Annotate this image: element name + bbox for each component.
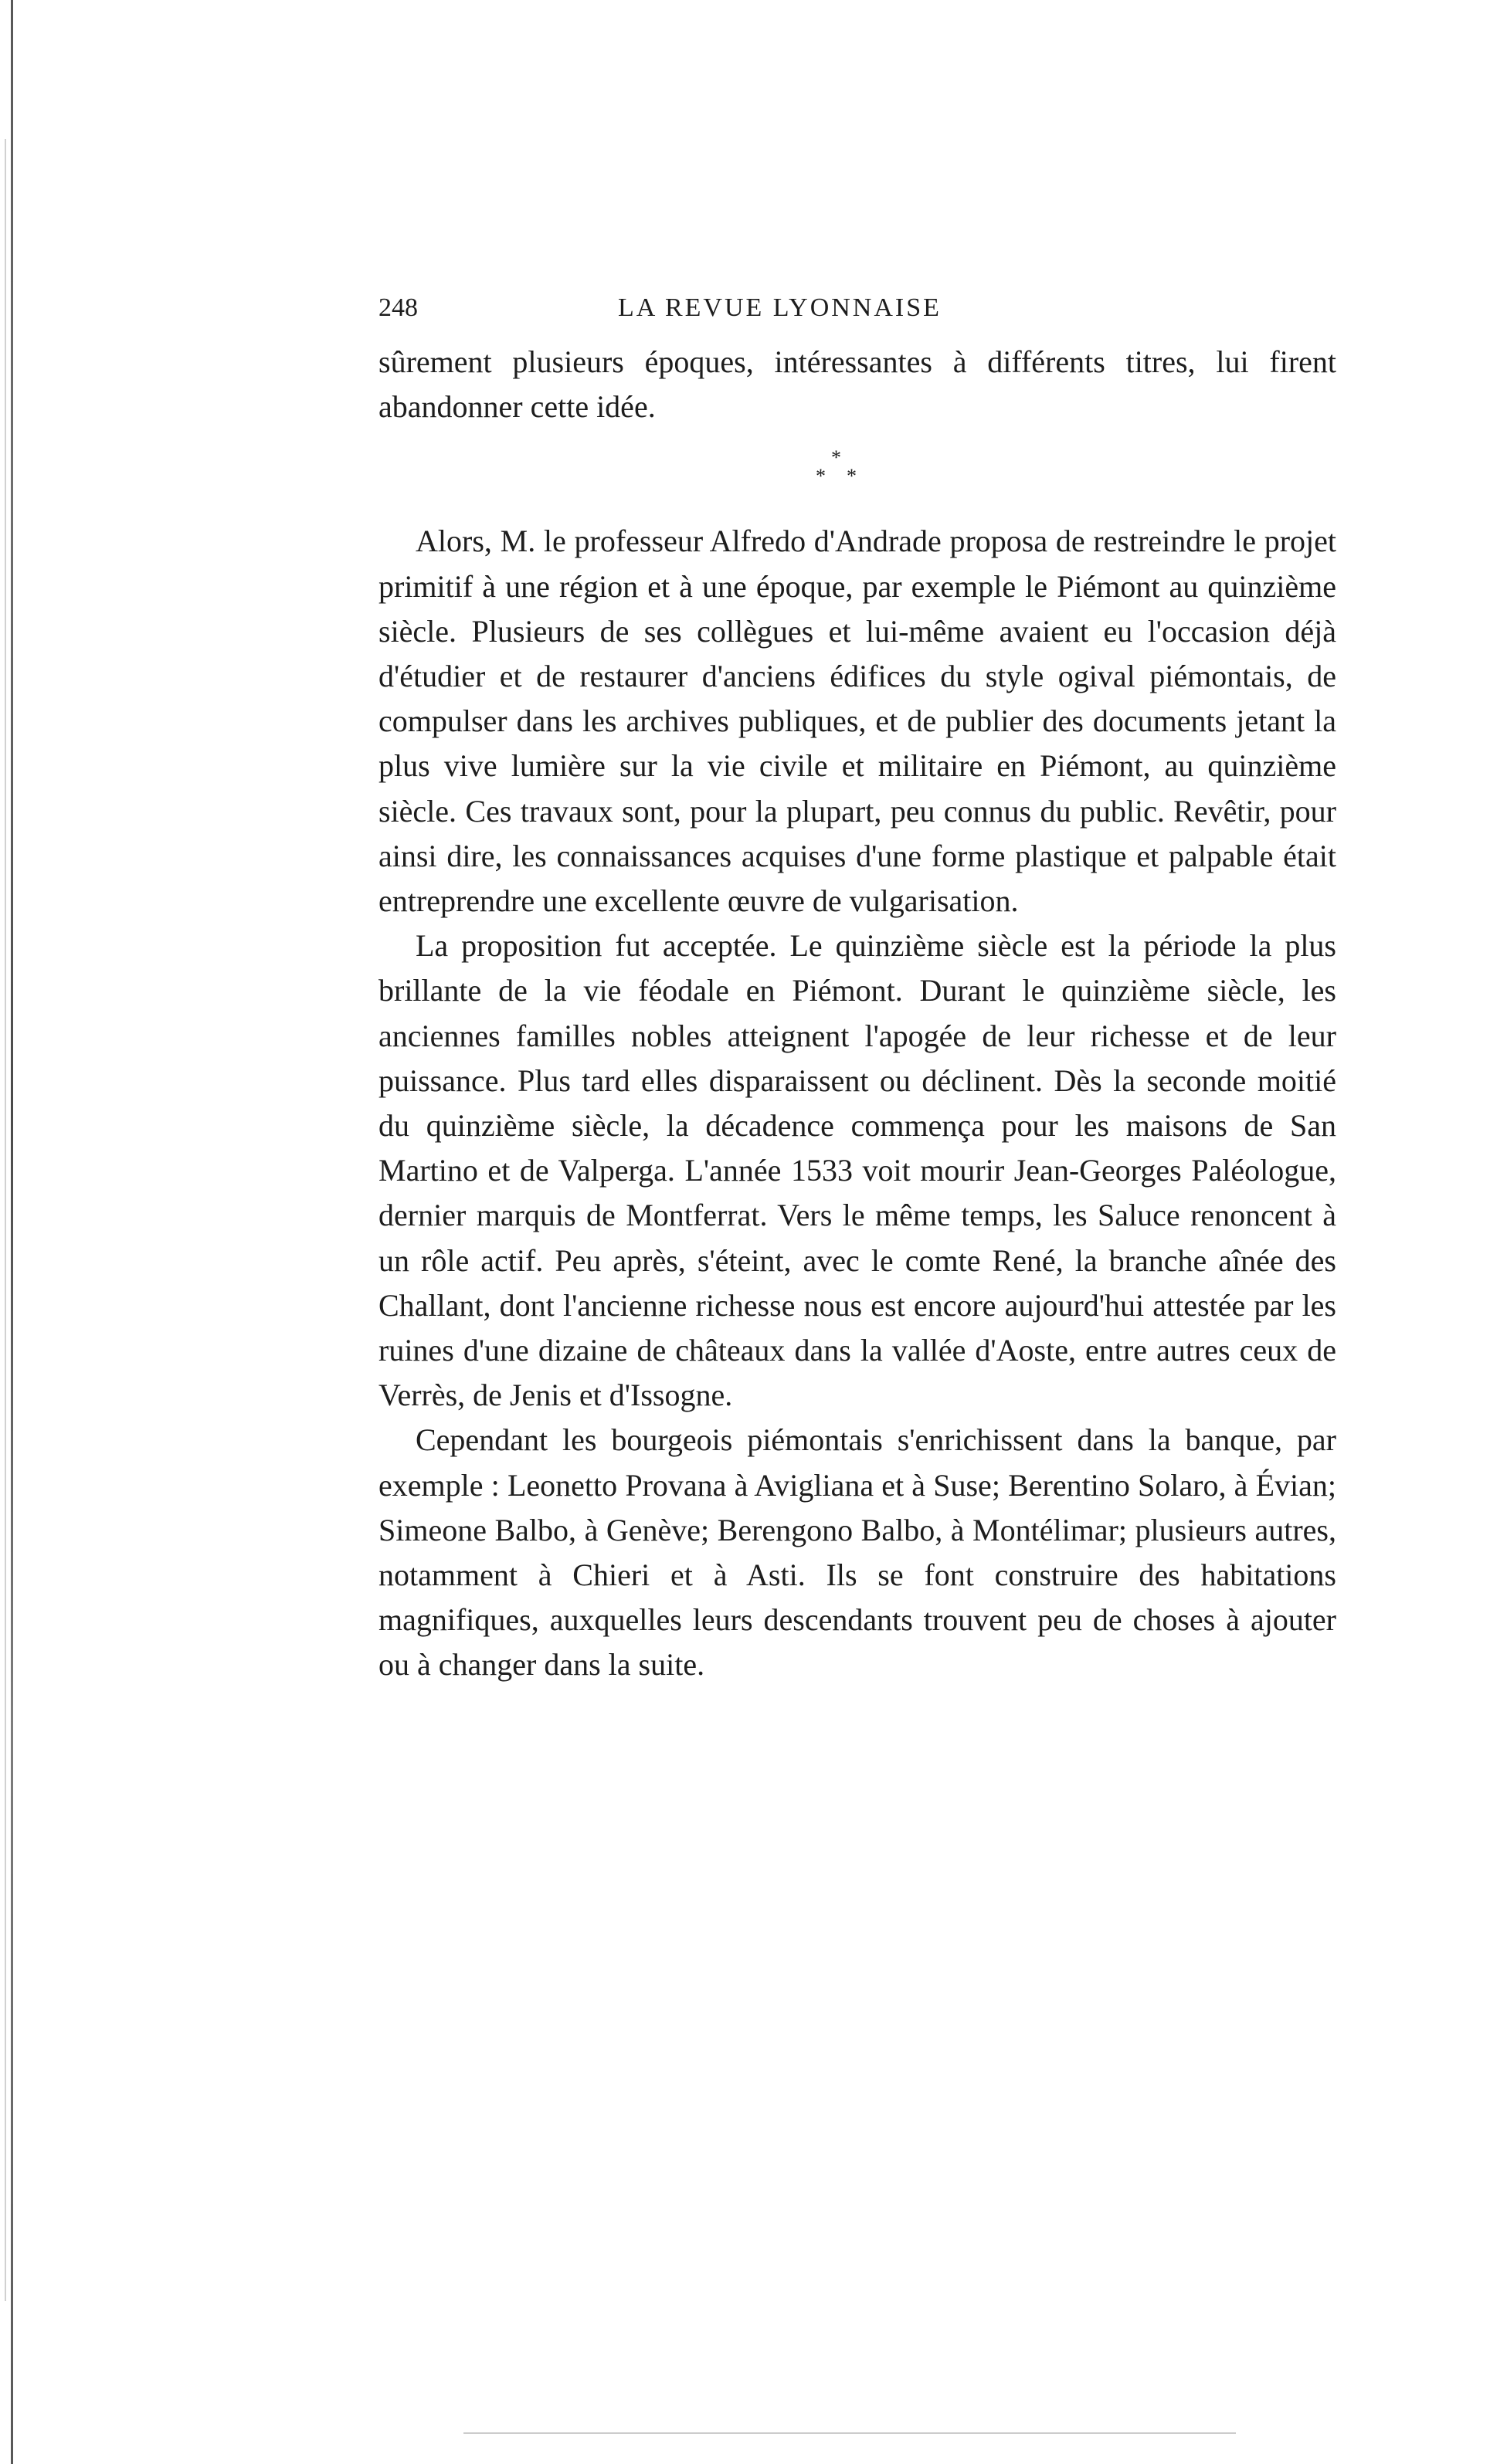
asterism-star: * [847, 465, 857, 488]
page-number: 248 [378, 293, 418, 322]
asterism-star: * [831, 446, 841, 469]
paragraph: Cependant les bourgeois piémontais s'enrichissent dans la banque, par exemple : Leonetto Provana à Avigliana et à Suse; Berentino Solaro, à Évian; Simeone Balbo, à Genève; Berengono Balbo, à Montélimar; plusieurs autres, notamment à Chieri et à Asti. Ils se font construire des habitations magnifiques, auxquelles leurs descendants trouvent peu de choses à ajouter ou à changer dans la suite. [378, 1422, 1336, 1683]
running-head [378, 293, 1336, 340]
paragraph-continuation: sûrement plusieurs époques, intéressantes à différents titres, lui firent abandonner cette idée. [378, 344, 1336, 425]
scan-binding-shadow [5, 139, 6, 2301]
scan-binding-edge [11, 0, 13, 2464]
paragraph: Alors, M. le professeur Alfredo d'Andrade proposa de restreindre le projet primitif à une région et à une époque, par exemple le Piémont au quinzième siècle. Plusieurs de ses collègues et lui-même avaient eu l'occasion déjà d'étudier et de restaurer d'anciens édifices du style ogival piémontais, de compulser dans les archives publiques, et de publier des documents jetant la plus vive lumière sur la vie civile et militaire en Piémont, au quinzième siècle. Ces travaux sont, pour la plupart, peu connus du public. Revêtir, pour ainsi dire, les connaissances acquises d'une forme plastique et palpable était entreprendre une excellente œuvre de vulgarisation. [378, 524, 1336, 919]
page-content [378, 293, 1336, 1688]
journal-title: LA REVUE LYONNAISE [618, 293, 942, 322]
article-body [378, 340, 1336, 1688]
section-separator-asterism [378, 429, 1336, 519]
asterism-star: * [816, 465, 826, 488]
paragraph: La proposition fut acceptée. Le quinzième siècle est la période la plus brillante de la vie féodale en Piémont. Durant le quinzième siècle, les anciennes familles nobles atteignent l'apogée de leur richesse et de leur puissance. Plus tard elles disparaissent ou déclinent. Dès la seconde moitié du quinzième siècle, la décadence commença pour les maisons de San Martino et de Valperga. L'année 1533 voit mourir Jean-Georges Paléologue, dernier marquis de Montferrat. Vers le même temps, les Saluce renoncent à un rôle actif. Peu après, s'éteint, avec le comte René, la branche aînée des Challant, dont l'ancienne richesse nous est encore aujourd'hui attestée par les ruines d'une dizaine de châteaux dans la vallée d'Aoste, entre autres ceux de Verrès, de Jenis et d'Issogne. [378, 928, 1336, 1413]
scan-bottom-mark [463, 2432, 1236, 2434]
